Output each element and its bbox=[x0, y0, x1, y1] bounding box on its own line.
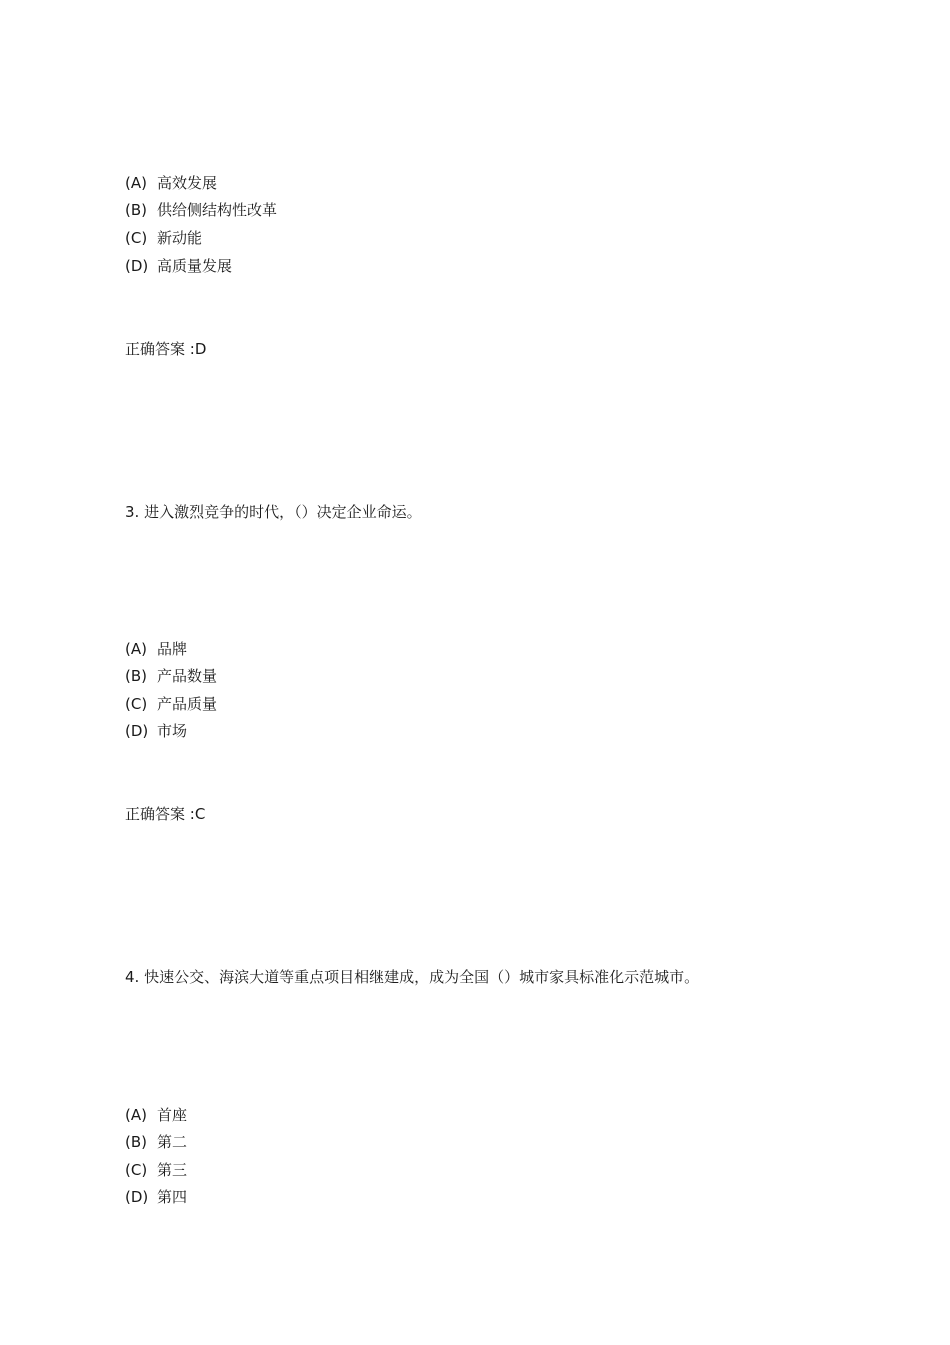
option-letter: (B) bbox=[125, 667, 147, 685]
option-letter: (D) bbox=[125, 1188, 149, 1206]
option-row bbox=[125, 1160, 187, 1180]
option-text: 市场 bbox=[157, 722, 188, 740]
question-text: 4. 快速公交、海滨大道等重点项目相继建成，成为全国（）城市家具标准化示范城市。 bbox=[125, 968, 700, 986]
option-row bbox=[125, 639, 187, 659]
option-letter: (B) bbox=[125, 1133, 147, 1151]
option-text: 第三 bbox=[157, 1161, 188, 1179]
option-row bbox=[125, 1105, 187, 1125]
option-text: 新动能 bbox=[157, 229, 203, 247]
option-letter: (D) bbox=[125, 257, 149, 275]
option-letter: (C) bbox=[125, 1161, 148, 1179]
option-row bbox=[125, 200, 277, 220]
option-text: 品牌 bbox=[157, 640, 188, 658]
option-row bbox=[125, 256, 232, 276]
option-row bbox=[125, 173, 217, 193]
option-letter: (C) bbox=[125, 695, 148, 713]
option-text: 供给侧结构性改革 bbox=[157, 201, 278, 219]
option-text: 首座 bbox=[157, 1106, 188, 1124]
option-text: 第四 bbox=[157, 1188, 188, 1206]
option-text: 产品数量 bbox=[157, 667, 218, 685]
option-text: 产品质量 bbox=[157, 695, 218, 713]
option-text: 第二 bbox=[157, 1133, 188, 1151]
option-row bbox=[125, 228, 202, 248]
question-text: 3. 进入激烈竞争的时代，（）决定企业命运。 bbox=[125, 503, 422, 521]
option-letter: (B) bbox=[125, 201, 147, 219]
option-text: 高质量发展 bbox=[157, 257, 233, 275]
option-letter: (D) bbox=[125, 722, 149, 740]
option-row bbox=[125, 694, 217, 714]
option-row bbox=[125, 666, 217, 686]
correct-answer: 正确答案 :D bbox=[125, 340, 207, 358]
correct-answer: 正确答案 :C bbox=[125, 805, 206, 823]
option-letter: (A) bbox=[125, 1106, 147, 1124]
option-row bbox=[125, 1132, 187, 1152]
option-letter: (A) bbox=[125, 640, 147, 658]
option-letter: (C) bbox=[125, 229, 148, 247]
option-row bbox=[125, 721, 187, 741]
option-row bbox=[125, 1187, 187, 1207]
option-text: 高效发展 bbox=[157, 174, 218, 192]
option-letter: (A) bbox=[125, 174, 147, 192]
